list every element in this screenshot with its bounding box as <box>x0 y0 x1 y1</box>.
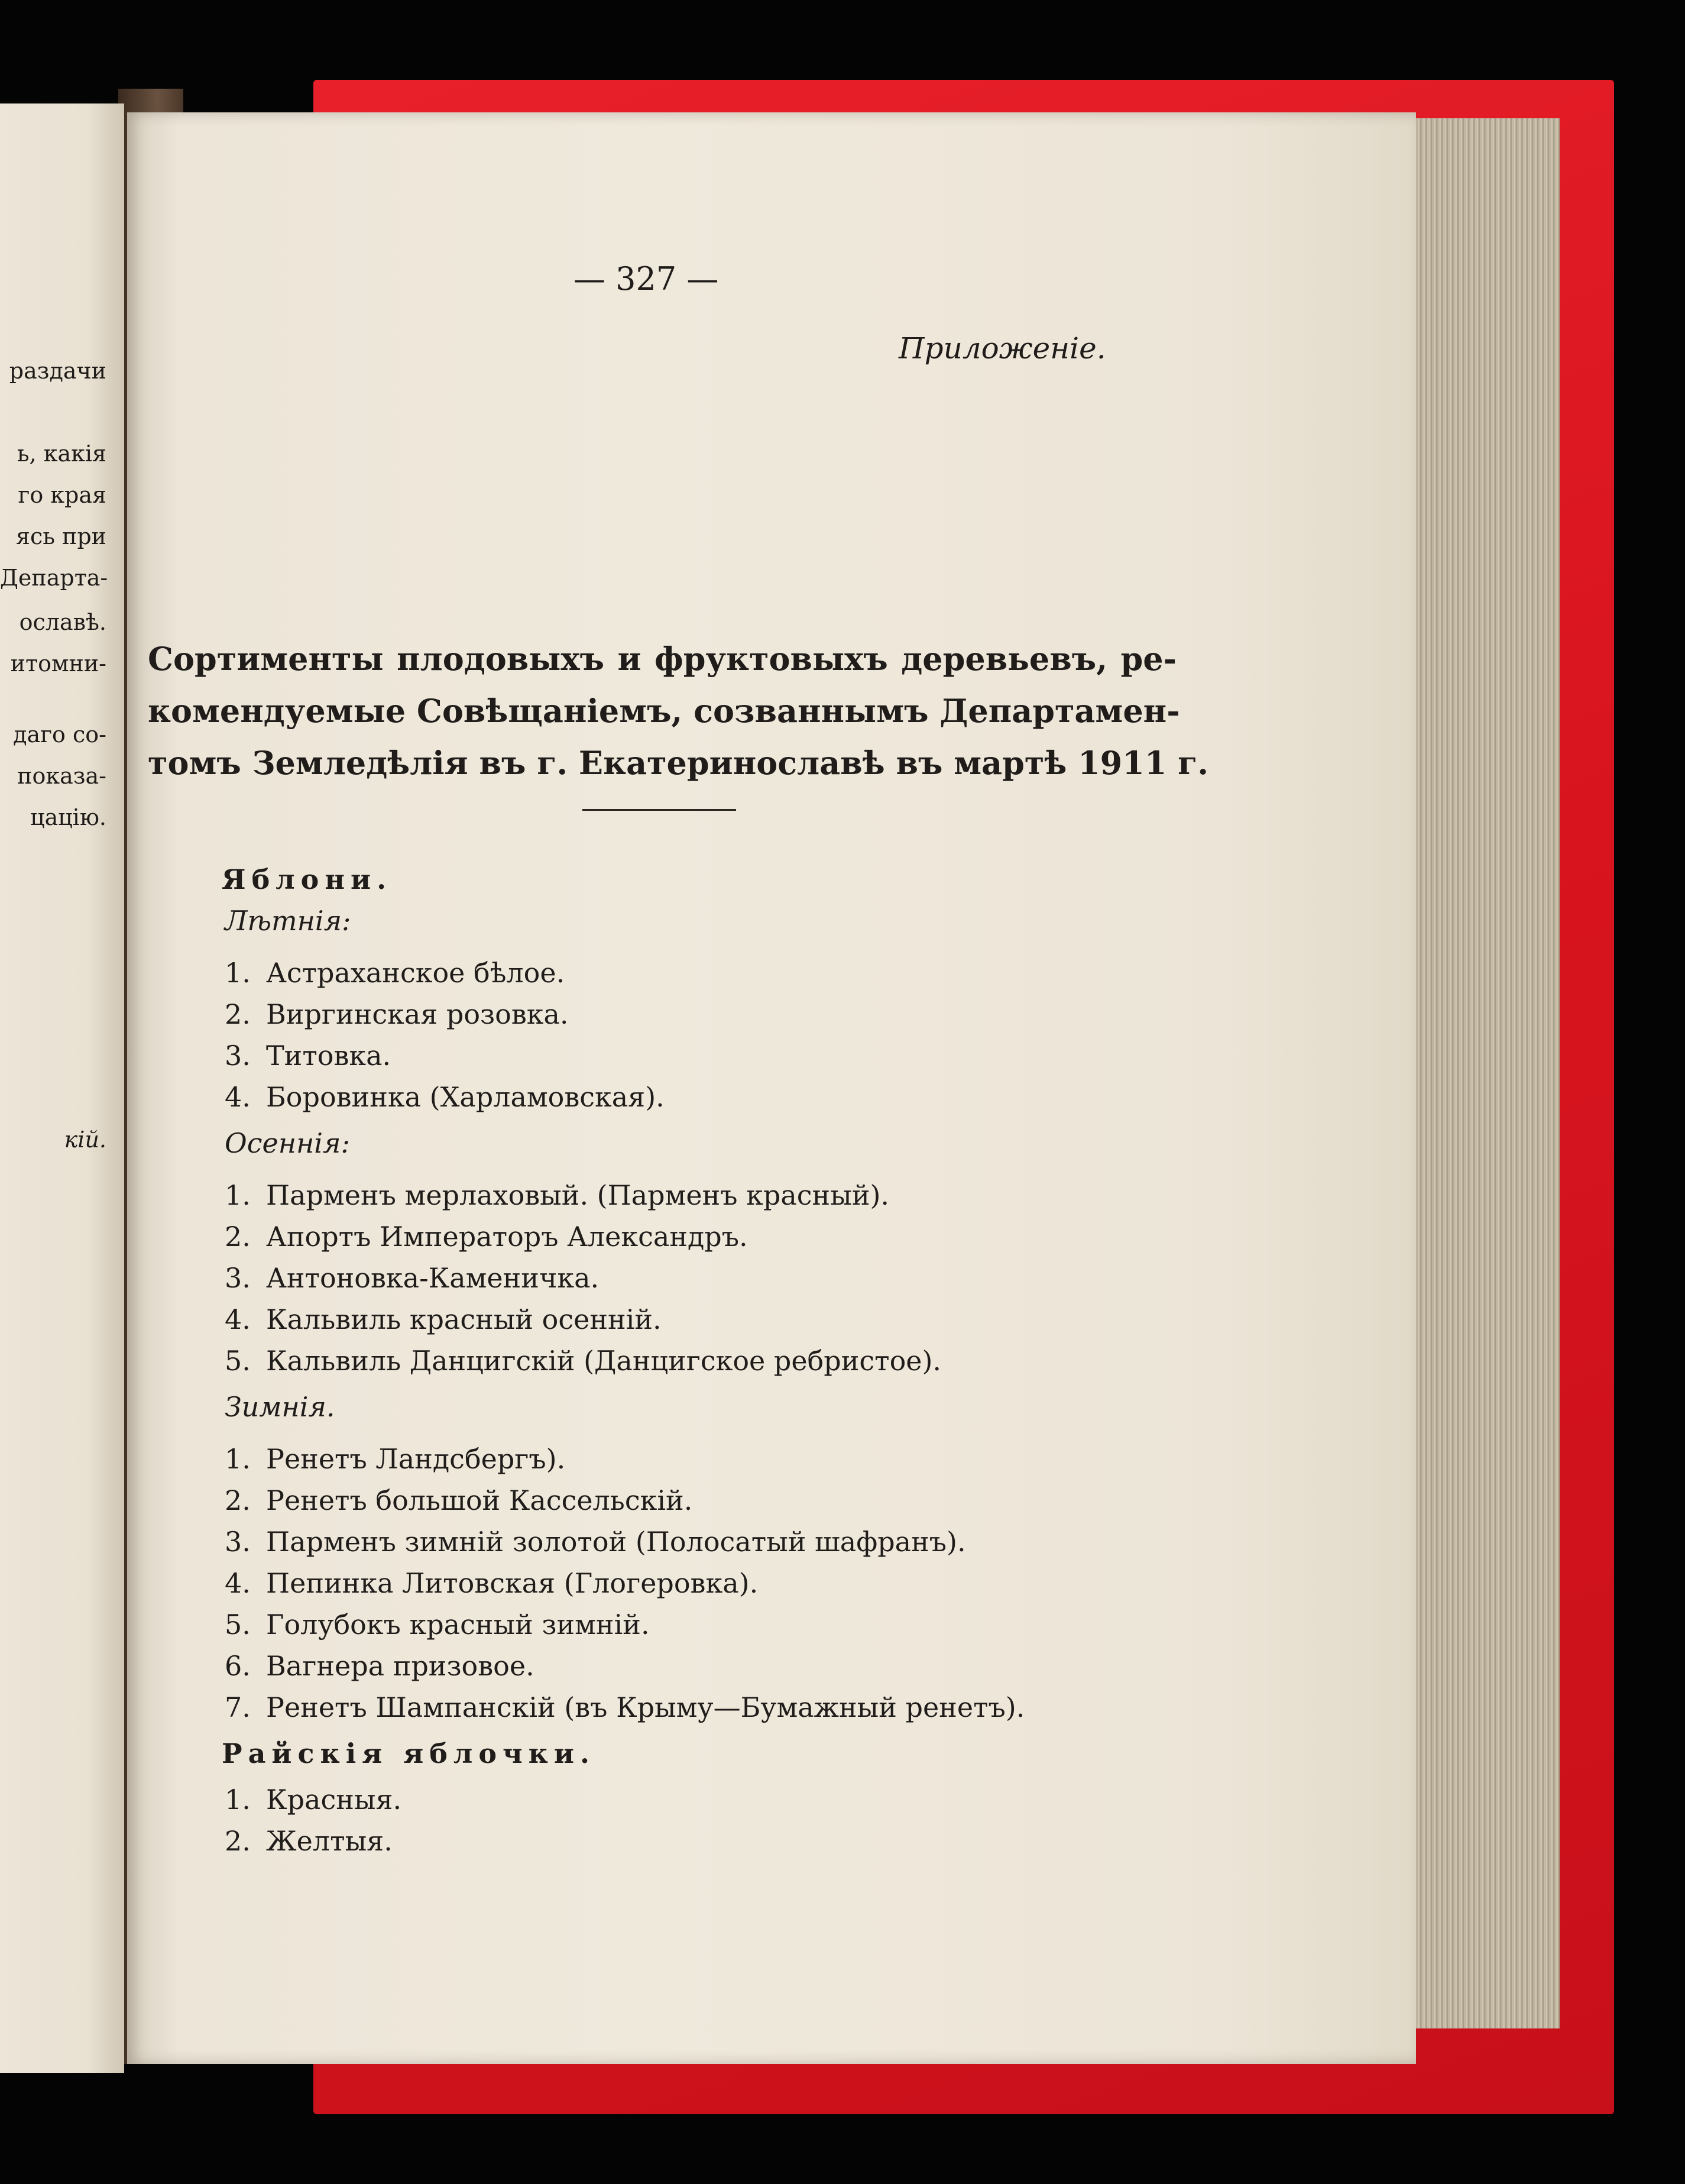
item-number: 5. <box>225 1609 251 1641</box>
right-page <box>127 112 1416 2064</box>
list-item <box>225 1567 758 1599</box>
item-text: Голубокъ красный зимній. <box>266 1609 650 1641</box>
item-text: Парменъ мерлаховый. (Парменъ красный). <box>266 1179 890 1211</box>
section-heading: Яблони. <box>222 863 393 895</box>
list-item <box>225 1345 941 1377</box>
list-item <box>225 1691 1025 1723</box>
item-text: Кальвиль Данцигскій (Данцигское ребристое). <box>266 1345 942 1377</box>
item-text: Красныя. <box>266 1784 402 1816</box>
item-number: 3. <box>225 1262 251 1294</box>
list-item <box>225 998 569 1030</box>
document-title <box>148 633 1209 789</box>
title-divider <box>582 809 736 811</box>
item-number: 2. <box>225 1484 251 1516</box>
season-label: Осеннія: <box>225 1127 350 1159</box>
left-page-fragment: го края <box>18 482 106 508</box>
item-text: Астраханское бѣлое. <box>266 957 565 989</box>
list-item <box>225 1526 966 1558</box>
list-item <box>225 1484 692 1516</box>
item-number: 5. <box>225 1345 251 1377</box>
item-text: Парменъ зимній золотой (Полосатый шафранъ). <box>266 1526 966 1558</box>
list-item <box>225 957 565 989</box>
left-page-fragment: раздачи <box>9 358 106 384</box>
left-page-fragment: итомни- <box>10 651 106 677</box>
item-text: Виргинская розовка. <box>266 998 569 1030</box>
list-item <box>225 1784 401 1816</box>
appendix-label: Приложеніе. <box>899 331 1106 365</box>
title-line: комендуемые Совѣщаніемъ, созваннымъ Департамен- <box>148 692 1180 730</box>
item-text: Ренетъ Шампанскій (въ Крыму—Бумажный ренетъ). <box>266 1691 1025 1723</box>
item-text: Желтыя. <box>266 1825 393 1857</box>
list-item <box>225 1609 650 1641</box>
page-edges <box>1410 118 1560 2028</box>
item-number: 2. <box>225 1221 251 1253</box>
list-item <box>225 1650 534 1682</box>
list-item <box>225 1221 748 1253</box>
left-page-fragment: показа- <box>17 763 106 789</box>
title-line: Сортименты плодовыхъ и фруктовыхъ деревьевъ, ре- <box>148 640 1177 678</box>
item-text: Ренетъ Ландсбергъ). <box>266 1443 566 1475</box>
item-number: 4. <box>225 1081 251 1113</box>
item-number: 6. <box>225 1650 251 1682</box>
left-page-fragment: ясь при <box>15 523 106 549</box>
left-page-fragment: ославѣ. <box>19 609 106 635</box>
season-label: Лѣтнія: <box>225 905 351 937</box>
item-number: 1. <box>225 1784 251 1816</box>
item-text: Кальвиль красный осенній. <box>266 1303 662 1335</box>
left-page-fragment: кій. <box>64 1127 106 1153</box>
list-item <box>225 1262 599 1294</box>
item-number: 2. <box>225 1825 251 1857</box>
list-item <box>225 1443 565 1475</box>
item-text: Пепинка Литовская (Глогеровка). <box>266 1567 759 1599</box>
item-number: 4. <box>225 1303 251 1335</box>
item-text: Антоновка-Каменичка. <box>266 1262 600 1294</box>
item-number: 2. <box>225 998 251 1030</box>
item-number: 1. <box>225 1443 251 1475</box>
item-text: Боровинка (Харламовская). <box>266 1081 665 1113</box>
item-number: 3. <box>225 1526 251 1558</box>
item-text: Ренетъ большой Кассельскій. <box>266 1484 693 1516</box>
item-text: Вагнера призовое. <box>266 1650 534 1682</box>
item-text: Апортъ Императоръ Александръ. <box>266 1221 748 1253</box>
list-item <box>225 1303 662 1335</box>
item-number: 4. <box>225 1567 251 1599</box>
left-page-fragment: ь, какія <box>17 441 106 467</box>
list-item <box>225 1040 391 1072</box>
title-line: томъ Земледѣлія въ г. Екатеринославѣ въ мартѣ 1911 г. <box>148 744 1209 782</box>
section-heading: Райскія яблочки. <box>222 1738 596 1769</box>
item-number: 1. <box>225 1179 251 1211</box>
item-number: 7. <box>225 1691 251 1723</box>
page-number: — 327 — <box>573 260 719 297</box>
left-page-fragment: Департа- <box>0 565 108 591</box>
item-text: Титовка. <box>266 1040 391 1072</box>
item-number: 1. <box>225 957 251 989</box>
left-page-fragment: цацію. <box>30 804 106 830</box>
list-item <box>225 1179 889 1211</box>
left-facing-page <box>0 103 124 2073</box>
list-item <box>225 1081 665 1113</box>
list-item <box>225 1825 393 1857</box>
season-label: Зимнія. <box>225 1391 335 1423</box>
item-number: 3. <box>225 1040 251 1072</box>
left-page-fragment: даго со- <box>13 721 106 748</box>
